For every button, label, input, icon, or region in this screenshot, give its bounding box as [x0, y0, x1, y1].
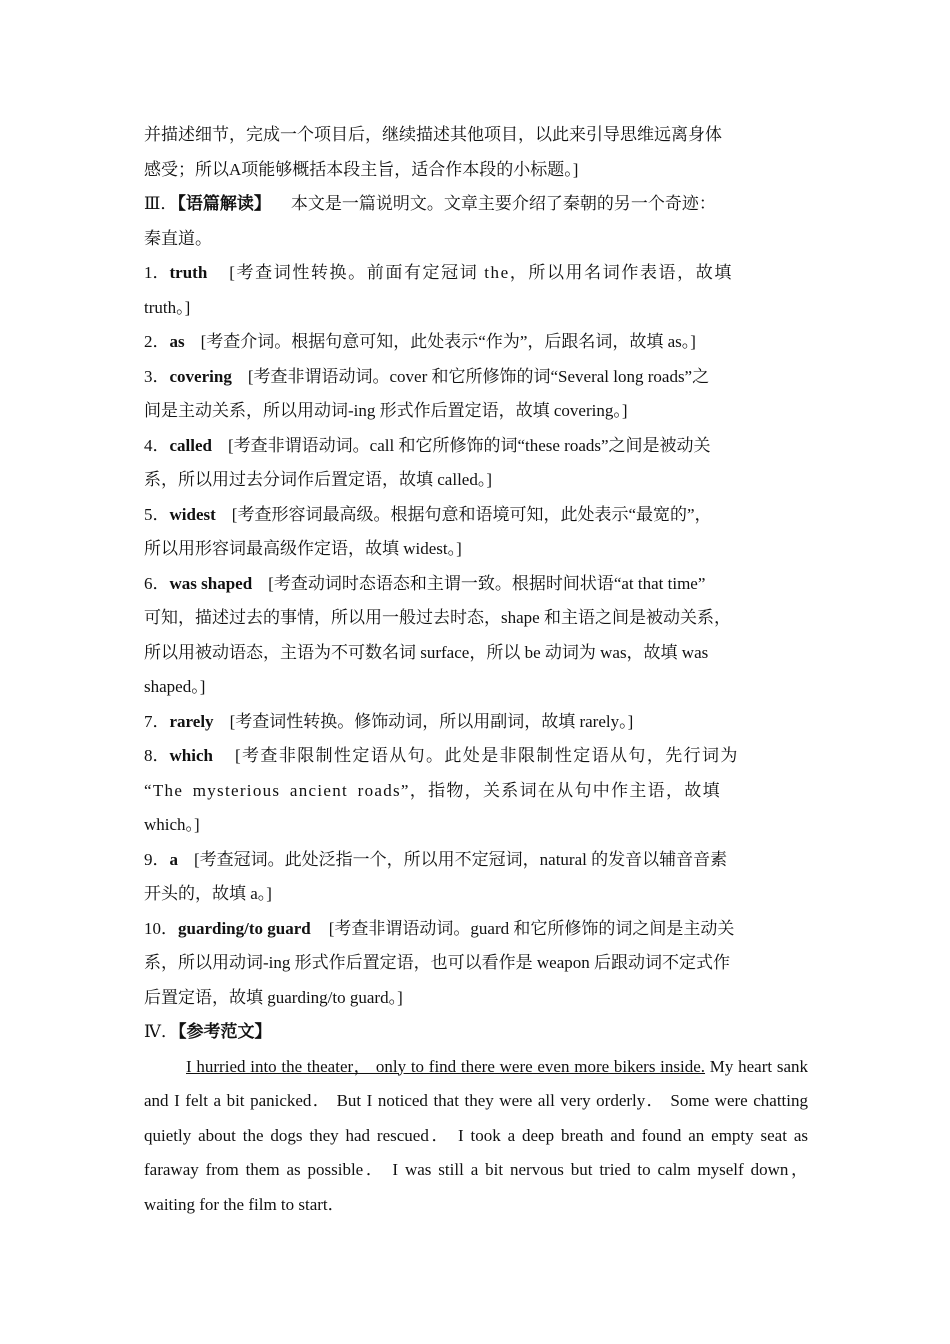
model-essay: [144, 1050, 808, 1223]
answer-item-10: [144, 912, 808, 947]
answer-explanation: [考查非谓语动词。guard 和它所修饰的词之间是主动关: [328, 918, 735, 938]
section-3-text-cont: 秦直道。: [144, 228, 212, 248]
answer-explanation-cont: which。]: [144, 815, 200, 834]
answer-item-4: [144, 429, 808, 464]
answer-item-5: [144, 498, 808, 533]
answer-number: 1．: [144, 263, 170, 282]
answer-explanation: [考查非限制性定语从句。此处是非限制性定语从句，先行词为: [234, 746, 739, 765]
intro-line: 并描述细节，完成一个项目后，继续描述其他项目，以此来引导思维远离身体: [144, 125, 722, 144]
answer-number: 6．: [144, 573, 170, 593]
essay-body: My heart sank and I felt a bit panicked． But I noticed that they were all very orderly． Some were chatting quietly about the dogs they had rescued． I took a deep breath and found an empty seat as faraway from them as possible． I was still a bit nervous but tried to calm myself down，waiting for the film to start．: [144, 1056, 809, 1214]
answer-explanation-cont: truth。]: [144, 297, 191, 317]
answer-explanation: [考查词性转换。前面有定冠词 the，所以用名词作表语，故填: [229, 263, 733, 282]
answer-item-7: [144, 705, 808, 740]
answer-word: which: [169, 746, 213, 765]
answer-explanation: [考查词性转换。修饰动词，所以用副词，故填 rarely。]: [229, 711, 634, 731]
answer-word: covering: [169, 366, 232, 386]
section-4-numeral: Ⅳ．: [144, 1022, 178, 1041]
answer-word: truth: [169, 263, 208, 282]
answer-explanation-cont: 所以用形容词最高级作定语，故填 widest。]: [144, 539, 462, 558]
answer-explanation-cont: 可知，描述过去的事情，所以用一般过去时态，shape 和主语之间是被动关系，: [144, 608, 731, 627]
section-3-heading: 【语篇解读】: [177, 194, 271, 213]
answer-explanation: [考查冠词。此处泛指一个，所以用不定冠词，natural 的发音以辅音音素: [194, 849, 728, 869]
answer-explanation-cont: 开头的，故填 a。]: [144, 884, 272, 903]
answer-item-8: [144, 739, 808, 774]
answer-word: widest: [169, 504, 216, 524]
answer-explanation: [考查非谓语动词。call 和它所修饰的词“these roads”之间是被动关: [228, 435, 711, 455]
answer-number: 8．: [144, 746, 170, 765]
answer-word: guarding/to guard: [178, 918, 311, 938]
answer-number: 4．: [144, 435, 170, 455]
section-3-numeral: Ⅲ．: [144, 194, 178, 213]
answer-number: 5．: [144, 504, 170, 524]
answer-word: rarely: [169, 711, 214, 731]
section-3-heading-line: [144, 187, 808, 222]
answer-number: 3．: [144, 366, 170, 386]
section-4-heading-line: [144, 1015, 808, 1050]
answer-item-9: [144, 843, 808, 878]
answer-item-6: [144, 567, 808, 602]
answer-word: was shaped: [169, 573, 253, 593]
answer-item-1: [144, 256, 808, 291]
essay-underlined-sentence: I hurried into the theater， only to find there were even more bikers inside.: [186, 1056, 706, 1076]
section-4-heading: 【参考范文】: [177, 1022, 272, 1041]
answer-explanation-cont: 系，所以用过去分词作后置定语，故填 called。]: [144, 470, 492, 489]
section-3-text: 本文是一篇说明文。文章主要介绍了秦朝的另一个奇迹：: [290, 194, 716, 213]
answer-explanation-cont: “The mysterious ancient roads”，指物，关系词在从句中作主语，故填: [144, 780, 721, 800]
answer-explanation-cont: 所以用被动语态，主语为不可数名词 surface，所以 be 动词为 was，故填 was: [144, 642, 709, 662]
answer-explanation: [考查介词。根据句意可知，此处表示“作为”，后跟名词，故填 as。]: [200, 332, 696, 351]
answer-explanation: [考查动词时态语态和主谓一致。根据时间状语“at that time”: [268, 573, 706, 593]
answer-item-2: [144, 325, 808, 360]
answer-explanation-cont: 间是主动关系，所以用动词-ing 形式作后置定语，故填 covering。]: [144, 401, 628, 420]
answer-number: 7．: [144, 711, 170, 731]
answer-number: 9．: [144, 849, 170, 869]
answer-item-3: [144, 360, 808, 395]
answer-word: a: [169, 849, 178, 869]
document-page: [144, 118, 808, 1222]
answer-word: as: [169, 332, 185, 351]
answer-explanation: [考查非谓语动词。cover 和它所修饰的词“Several long roads”之: [247, 366, 710, 386]
answer-number: 2．: [144, 332, 170, 351]
answer-explanation: [考查形容词最高级。根据句意和语境可知，此处表示“最宽的”，: [231, 504, 712, 524]
answer-explanation-cont: 系，所以用动词-ing 形式作后置定语，也可以看作是 weapon 后跟动词不定式作: [144, 953, 731, 972]
answer-word: called: [169, 435, 212, 455]
answer-explanation-cont: 后置定语，故填 guarding/to guard。]: [144, 987, 403, 1007]
answer-number: 10．: [144, 918, 178, 938]
answer-explanation-cont: shaped。]: [144, 677, 206, 696]
intro-line: 感受；所以A项能够概括本段主旨，适合作本段的小标题。]: [144, 159, 579, 179]
